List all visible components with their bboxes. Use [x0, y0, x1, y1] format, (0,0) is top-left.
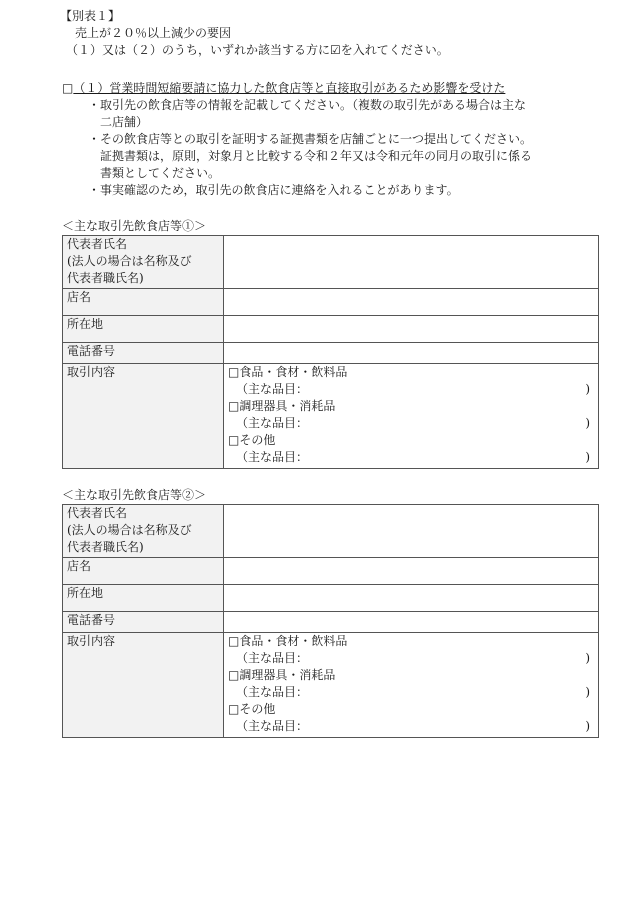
transaction-options [224, 364, 599, 469]
rep-label-line: 代表者職氏名) [67, 271, 144, 285]
store-table-1 [62, 235, 599, 469]
bullet-2-line-3: 書類としてください。 [100, 166, 221, 180]
store-name-label: 店名 [63, 558, 224, 585]
address-field[interactable] [224, 316, 599, 343]
option-other-checkbox[interactable]: □その他 [228, 702, 276, 716]
option-food-checkbox[interactable]: □食品・食材・飲料品 [228, 634, 348, 648]
bullet-3-line-1: ・事実確認のため，取引先の飲食店に連絡を入れることがあります。 [88, 183, 459, 197]
transaction-options [224, 633, 599, 738]
instruction-post: を入れてください。 [340, 43, 449, 57]
rep-label-line: 代表者氏名 [67, 237, 128, 251]
option-1-heading [62, 80, 505, 97]
rep-name-label [63, 505, 224, 558]
rep-name-label [63, 236, 224, 289]
store-name-field[interactable] [224, 289, 599, 316]
item-row [228, 718, 594, 735]
close-paren: ) [585, 719, 590, 733]
rep-label-line: 代表者氏名 [67, 506, 128, 520]
item-label: （主な品目： [236, 651, 309, 665]
item-row [228, 684, 594, 701]
store-name-label: 店名 [63, 289, 224, 316]
option-utensils-checkbox[interactable]: □調理器具・消耗品 [228, 399, 336, 413]
rep-name-field[interactable] [224, 505, 599, 558]
table-row [63, 364, 599, 469]
rep-label-line: 代表者職氏名) [67, 540, 144, 554]
item-row [228, 415, 594, 432]
table-row [63, 236, 599, 289]
rep-label-line: (法人の場合は名称及び [67, 254, 192, 268]
item-row [228, 449, 594, 466]
table-2-caption: ＜主な取引先飲食店等②＞ [62, 488, 207, 502]
address-label: 所在地 [63, 316, 224, 343]
table-row [63, 612, 599, 633]
bullet-2-line-1: ・その飲食店等との取引を証明する証拠書類を店舗ごとに一つ提出してください。 [88, 132, 533, 146]
option-other-checkbox[interactable]: □その他 [228, 433, 276, 447]
instruction-text [66, 42, 449, 59]
requirement-text: 売上が２０％以上減少の要因 [75, 26, 232, 40]
option-1-title: （１）営業時間短縮要請に協力した飲食店等と直接取引があるため影響を受けた [73, 81, 506, 95]
option-1-checkbox[interactable]: □ [62, 81, 74, 95]
phone-label: 電話番号 [63, 612, 224, 633]
item-label: （主な品目： [236, 450, 309, 464]
item-label: （主な品目： [236, 382, 309, 396]
item-label: （主な品目： [236, 416, 309, 430]
transaction-label: 取引内容 [63, 364, 224, 469]
transaction-label: 取引内容 [63, 633, 224, 738]
bullet-2-line-2: 証拠書類は，原則，対象月と比較する令和２年又は令和元年の同月の取引に係る [100, 149, 533, 163]
close-paren: ) [585, 416, 590, 430]
item-label: （主な品目： [236, 685, 309, 699]
close-paren: ) [585, 382, 590, 396]
close-paren: ) [585, 651, 590, 665]
table-row [63, 633, 599, 738]
table-row [63, 585, 599, 612]
item-row [228, 650, 594, 667]
instruction-pre: （１）又は（２）のうち，いずれか該当する方に [66, 43, 331, 57]
table-row [63, 316, 599, 343]
close-paren: ) [585, 450, 590, 464]
checked-box-icon: ☑ [330, 43, 341, 57]
appendix-label: 【別表１】 [60, 9, 121, 23]
option-food-checkbox[interactable]: □食品・食材・飲料品 [228, 365, 348, 379]
address-label: 所在地 [63, 585, 224, 612]
item-label: （主な品目： [236, 719, 309, 733]
phone-field[interactable] [224, 612, 599, 633]
close-paren: ) [585, 685, 590, 699]
bullet-1-line-2: 二店舗） [100, 115, 149, 129]
table-row [63, 343, 599, 364]
table-row [63, 289, 599, 316]
table-1-caption: ＜主な取引先飲食店等①＞ [62, 219, 207, 233]
option-utensils-checkbox[interactable]: □調理器具・消耗品 [228, 668, 336, 682]
store-name-field[interactable] [224, 558, 599, 585]
item-row [228, 381, 594, 398]
table-row [63, 558, 599, 585]
phone-label: 電話番号 [63, 343, 224, 364]
bullet-1-line-1: ・取引先の飲食店等の情報を記載してください。（複数の取引先がある場合は主な [88, 98, 527, 112]
address-field[interactable] [224, 585, 599, 612]
table-row [63, 505, 599, 558]
phone-field[interactable] [224, 343, 599, 364]
store-table-2 [62, 504, 599, 738]
rep-name-field[interactable] [224, 236, 599, 289]
rep-label-line: (法人の場合は名称及び [67, 523, 192, 537]
